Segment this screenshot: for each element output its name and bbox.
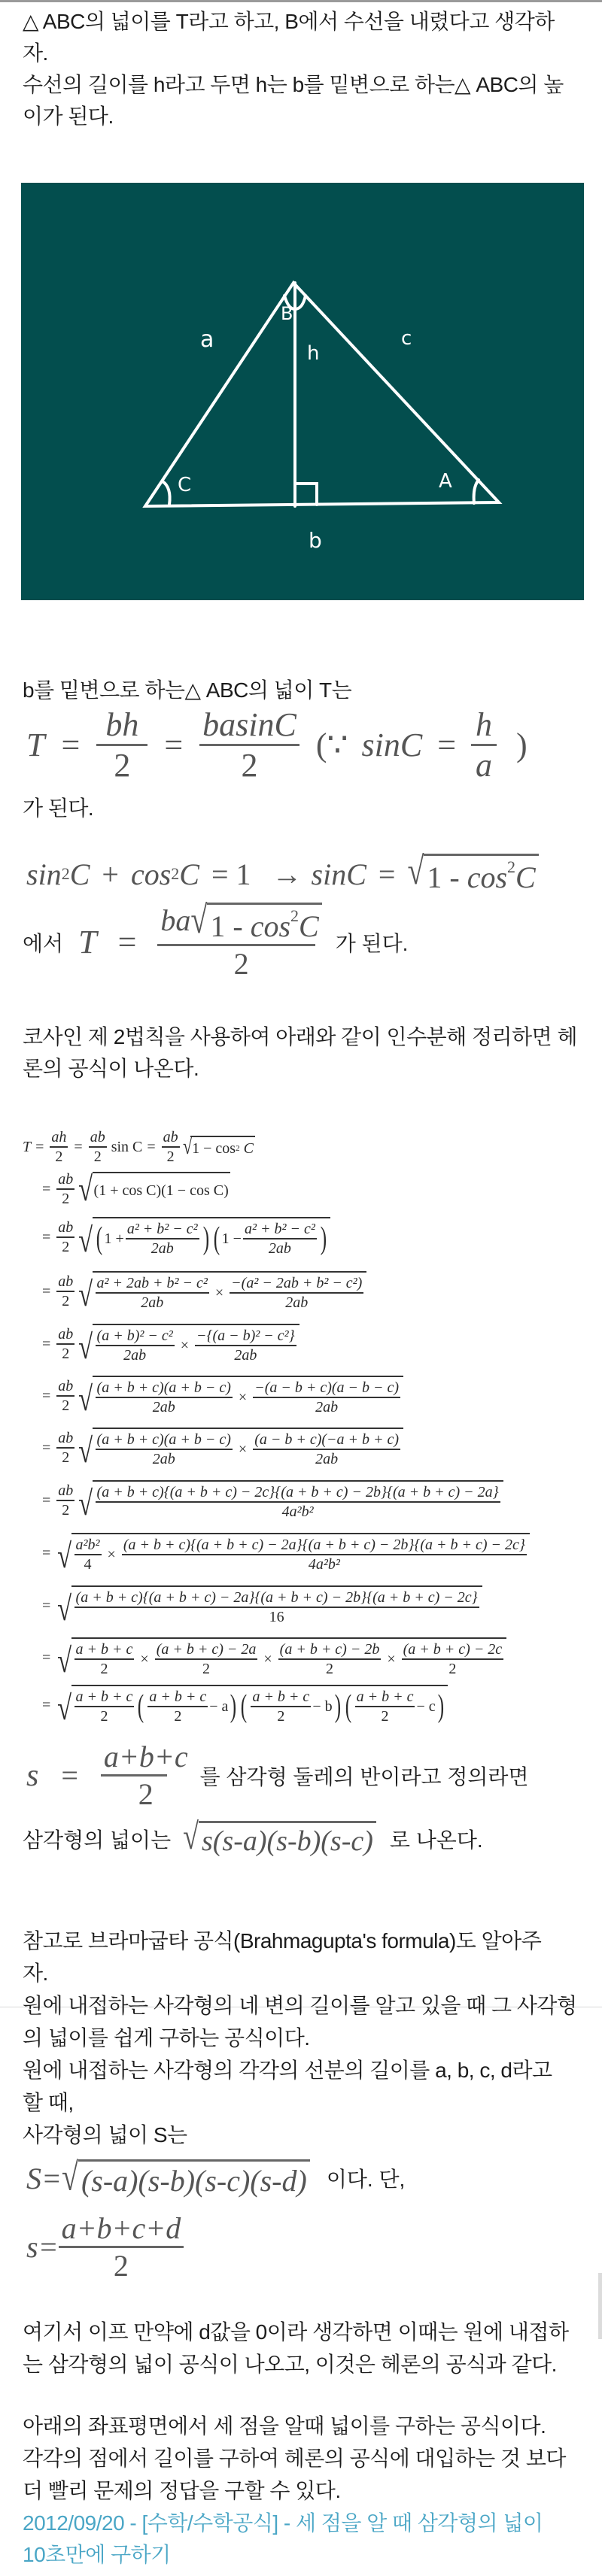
conclusion-line-4: 각각의 점에서 길이를 구하여 헤론의 공식에 대입하는 것 보다 [23, 2447, 566, 2470]
intro-line-1: △ ABC의 넓이를 T라고 하고, B에서 수선을 내렸다고 생각하 [23, 10, 555, 33]
brahmagupta-formula: S= √ (s-a)(s-b)(s-c)(s-d) 이다. 단, [26, 2154, 406, 2198]
derivation-row-3: = ab 2 √ ( 1 + a² + b² − c² 2ab ) ( 1 − a² + b² − c² 2ab ) [38, 1217, 330, 1258]
intro-line-3: 수선의 길이를 h라고 두면 h는 b를 밑변으로 하는△ ABC의 높 [23, 73, 564, 96]
conclusion-line-5: 더 빨리 문제의 정답을 구할 수 있다. [23, 2479, 341, 2502]
derivation-row-4: = ab 2 √ a² + 2ab + b² − c² 2ab × −(a² − 2ab + b² − c²) 2ab [38, 1271, 366, 1312]
derivation-row-12: = √ a + b + c 2 ( a + b + c 2 − a ) ( a + b + c 2 − b ) ( a + b + c 2 − c ) [38, 1685, 448, 1725]
brahmagupta-line-6: 할 때, [23, 2091, 74, 2114]
triangle-figure [21, 183, 584, 600]
semi-perimeter-definition: s = $\frac{a+b+c}{2}$ 를 삼각형 둘레의 반이라고 정의라면 [26, 1740, 529, 1811]
scrollbar-thumb[interactable] [598, 2273, 602, 2339]
derivation-row-11: = √ a + b + c 2 × (a + b + c) − 2a 2 × (a + b + c) − 2b 2 × (a + b + c) − 2c 2 [38, 1637, 506, 1678]
area-formula: T = $\frac{bh}{2}$ = $\frac{basinC}{2}$ (∵ sinC = $\frac{h}{a}$ ) [26, 705, 528, 784]
label-angle-a: A [439, 470, 452, 493]
label-vertex-b: B [281, 303, 293, 324]
derivation-row-8: = ab 2 √ (a + b + c){(a + b + c) − 2c}{(a + b + c) − 2b}{(a + b + c) − 2a} 4a²b² [38, 1480, 503, 1521]
fraction-h-over-a: $\frac{h}{a}$ [471, 705, 497, 784]
top-border [0, 0, 602, 2]
brahmagupta-line-3: 원에 내접하는 사각형의 네 변의 길이를 알고 있을 때 그 사각형 [23, 1994, 577, 2017]
brahmagupta-line-7: 사각형의 넓이 S는 [23, 2123, 187, 2147]
cosine-line-2: 론의 공식이 나온다. [23, 1057, 199, 1080]
brahmagupta-line-2: 자. [23, 1962, 48, 1985]
related-post-link[interactable] [23, 2508, 583, 2571]
fraction-bh-over-2: $\frac{bh}{2}$ [96, 705, 147, 784]
t-equals-formula: 에서 T = ba √ $1 - \cos^2C$ 2 가 된다. [23, 897, 409, 982]
label-side-c: c [401, 327, 412, 350]
label-height: h [307, 342, 320, 365]
formula-T: T [26, 726, 45, 763]
area-lead: b를 밑변으로 하는△ ABC의 넓이 T는 [23, 678, 352, 702]
related-link-line-2[interactable]: 10초만에 구하기 [23, 2543, 171, 2566]
brahmagupta-line-4: 의 넓이를 쉽게 구하는 공식이다. [23, 2026, 310, 2050]
right-angle-mark [295, 484, 317, 505]
intro-line-2: 자. [23, 41, 48, 65]
derivation-row-1: T = ah 2 = ab 2 sin C = ab 2 √ 1 − cos 2 C [23, 1129, 254, 1165]
label-angle-c: C [178, 474, 192, 496]
pythagorean-identity: sin 2 C + cos 2 C = 1 → sinC = √ $1 - \cos^2C$ [26, 854, 539, 895]
quad-semi-perimeter: s= $\frac{a+b+c+d}{2}$ [26, 2207, 184, 2286]
derivation-row-7: = ab 2 √ (a + b + c)(a + b − c) 2ab × (a − b + c)(−a + b + c) 2ab [38, 1428, 403, 1468]
derivation-row-5: = ab 2 √ (a + b)² − c² 2ab × −{(a − b)² − c²} 2ab [38, 1324, 299, 1364]
angle-a-arc [474, 480, 479, 503]
intro-line-4: 이가 된다. [23, 105, 114, 128]
label-side-b: b [309, 528, 322, 553]
label-side-a: a [200, 326, 214, 353]
because-symbol: (∵ [315, 726, 348, 763]
conclusion-line-1: 여기서 이프 만약에 d값을 0이라 생각하면 이때는 원에 내접하 [23, 2320, 569, 2344]
derivation-row-10: = √ (a + b + c){(a + b + c) − 2a}{(a + b + c) − 2b}{(a + b + c) − 2c} 16 [38, 1585, 482, 1626]
derivation-row-2: = ab 2 √ (1 + cos C)(1 − cos C) [42, 1170, 229, 1208]
related-link-line-1[interactable]: 2012/09/20 - [수학/수학공식] - 세 점을 알 때 삼각형의 넓이 [23, 2511, 543, 2535]
derivation-row-9: = √ a²b² 4 × (a + b + c){(a + b + c) − 2a}{(a + b + c) − 2b}{(a + b + c) − 2c} 4a²b² [38, 1533, 530, 1573]
cosine-line-1: 코사인 제 2법칙을 사용하여 아래와 같이 인수분해 정리하면 헤 [23, 1025, 578, 1048]
brahmagupta-line-5: 원에 내접하는 사각형의 각각의 선분의 길이를 a, b, c, d라고 [23, 2059, 552, 2082]
brahmagupta-line-1: 참고로 브라마굽타 공식(Brahmagupta's formula)도 알아주 [23, 1929, 542, 1952]
area-tail: 가 된다. [23, 796, 94, 820]
fraction-basinc-over-2: $\frac{basinC}{2}$ [199, 705, 299, 784]
angle-c-arc [163, 481, 170, 505]
conclusion-line-2: 는 삼각형의 넓이 공식이 나오고, 이것은 헤론의 공식과 같다. [23, 2353, 557, 2376]
derivation-row-6: = ab 2 √ (a + b + c)(a + b − c) 2ab × −(a − b + c)(a − b − c) 2ab [38, 1376, 403, 1416]
triangle-diagram [21, 183, 584, 600]
heron-result: 삼각형의 넓이는 √ s(s-a)(s-b)(s-c) 로 나온다. [23, 1816, 483, 1858]
conclusion-line-3: 아래의 좌표평면에서 세 점을 알때 넓이를 구하는 공식이다. [23, 2414, 546, 2438]
